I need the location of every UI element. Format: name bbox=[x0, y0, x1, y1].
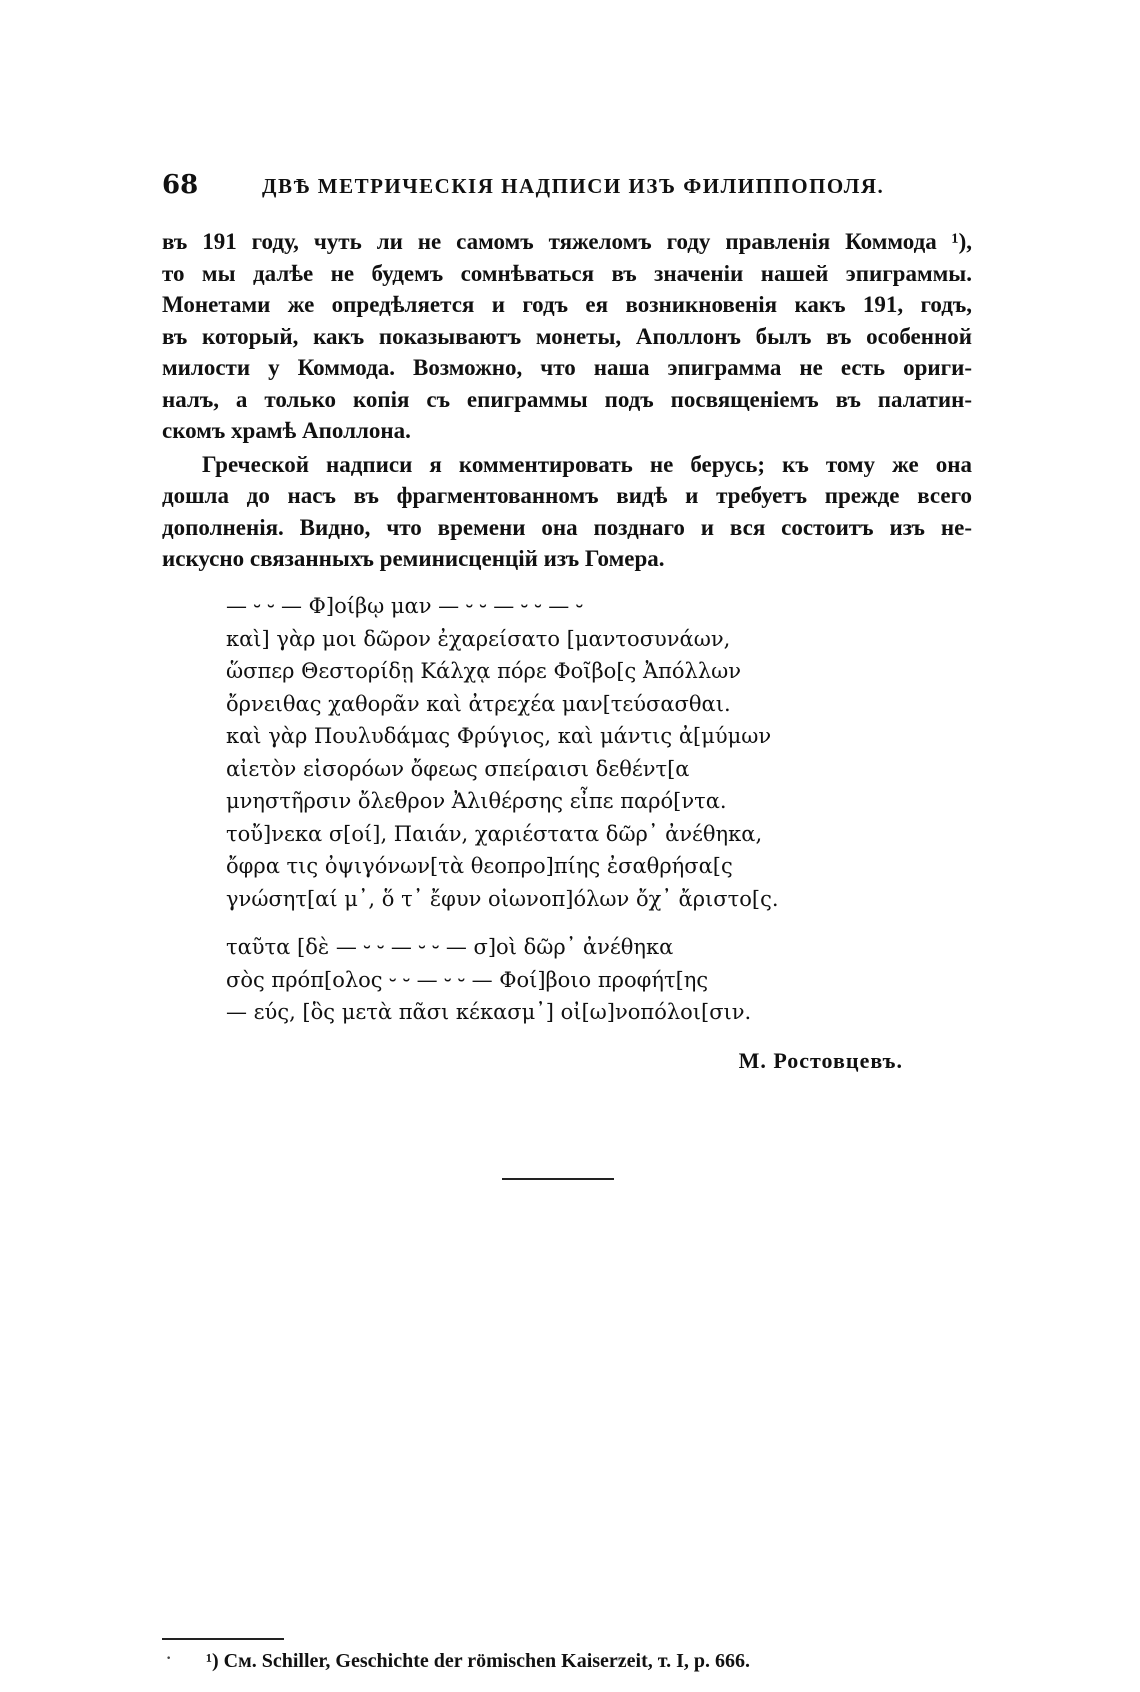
footnote-rule bbox=[162, 1638, 284, 1640]
footnote-text: ¹) См. Schiller, Geschichte der römischen Kaiserzeit, т. I, p. 666. bbox=[206, 1650, 750, 1672]
verse-line: μνηστῆρσιν ὄλεθρον Ἀλιθέρσης εἶπε παρό[ντα. bbox=[226, 789, 727, 813]
verse-line: ὄρνειθας χαθορᾶν καὶ ἀτρεχέα μαν[τεύσασθαι. bbox=[226, 691, 731, 716]
prose-line: скомъ храмѣ Аполлона. bbox=[162, 418, 411, 443]
verse-line: γνώσητ[αί μ᾽, ὅ τ᾽ ἔφυν οἰωνοπ]όλων ὄχ᾽ ἄριστο[ς. bbox=[226, 886, 779, 911]
prose-line: налъ, а только копія съ епиграммы подъ посвященіемъ въ палатин- bbox=[162, 386, 972, 412]
prose-line: дополненія. Видно, что времени она позднаго и вся состоитъ изъ не- bbox=[162, 514, 972, 540]
verse-line: καὶ] γὰρ μοι δῶρον ἐχαρείσατο [μαντοσυνάων, bbox=[226, 626, 731, 651]
prose-line: въ который, какъ показываютъ монеты, Аполлонъ былъ въ особенной bbox=[162, 323, 972, 349]
verse-line: ὥσπερ Θεστορίδῃ Κάλχᾳ πόρε Φοῖβο[ς Ἀπόλλων bbox=[226, 659, 742, 683]
verse-line: ταῦτα [δὲ — ⏑ ⏑ — ⏑ ⏑ — σ]οὶ δῶρ᾽ ἀνέθηκα bbox=[226, 935, 674, 959]
prose-line: Греческой надписи я комментировать не берусь; къ тому же она bbox=[202, 451, 972, 477]
prose-line: искусно связанныхъ реминисценцій изъ Гомера. bbox=[162, 546, 665, 571]
verse-line: — εύς, [ὃς μετὰ πᾶσι κέκασμ᾽] οἰ[ω]νοπόλοι[σιν. bbox=[226, 1000, 752, 1024]
verse-line: σὸς πρόπ[ολος ⏑ ⏑ — ⏑ ⏑ — Φοί]βοιο προφήτ[ης bbox=[226, 967, 709, 992]
verse-stanza-1 bbox=[226, 590, 846, 915]
prose-line: милости у Коммода. Возможно, что наша эпиграмма не есть ориги- bbox=[162, 355, 972, 380]
page-number: 68 bbox=[162, 170, 199, 200]
verse-stanza-2 bbox=[226, 931, 846, 1029]
prose-line: Монетами же опредѣляется и годъ ея возникновенія какъ 191, годъ, bbox=[162, 292, 972, 317]
paragraph-2 bbox=[162, 449, 972, 575]
footnote-stray-mark: · bbox=[166, 1650, 172, 1667]
paragraph-1 bbox=[162, 226, 972, 447]
greek-inscription bbox=[226, 590, 846, 1029]
prose-body bbox=[162, 226, 972, 575]
verse-line: αἰετὸν εἰσορόων ὄφεως σπείραισι δεθέντ[α bbox=[226, 756, 690, 781]
prose-line: въ 191 году, чуть ли не самомъ тяжеломъ году правленія Коммода ¹), bbox=[162, 229, 972, 254]
prose-line: то мы далѣе не будемъ сомнѣваться въ значеніи нашей эпиграммы. bbox=[162, 260, 972, 286]
verse-line: καὶ γὰρ Πουλυδάμας Φρύγιος, καὶ μάντις ἀ[μύμων bbox=[226, 724, 772, 748]
section-divider bbox=[502, 1178, 614, 1180]
verse-line: — ⏑ ⏑ — Φ]οίβῳ μαν — ⏑ ⏑ — ⏑ ⏑ — ⏑ bbox=[226, 594, 583, 618]
running-title: ДВѢ МЕТРИЧЕСКІЯ НАДПИСИ ИЗЪ ФИЛИППОПОЛЯ. bbox=[262, 174, 885, 198]
verse-line: τοὔ]νεκα σ[οί], Παιάν, χαριέστατα δῶρ᾽ ἀνέθηκα, bbox=[226, 821, 763, 846]
verse-line: ὄφρα τις ὀψιγόνων[τὰ θεοπρο]πίης ἐσαθρήσα[ς bbox=[226, 854, 733, 878]
prose-line: дошла до насъ въ фрагментованномъ видѣ и требуетъ прежде всего bbox=[162, 483, 972, 508]
page-header bbox=[162, 170, 972, 210]
author-signature: М. Ростовцевъ. bbox=[738, 1048, 903, 1073]
